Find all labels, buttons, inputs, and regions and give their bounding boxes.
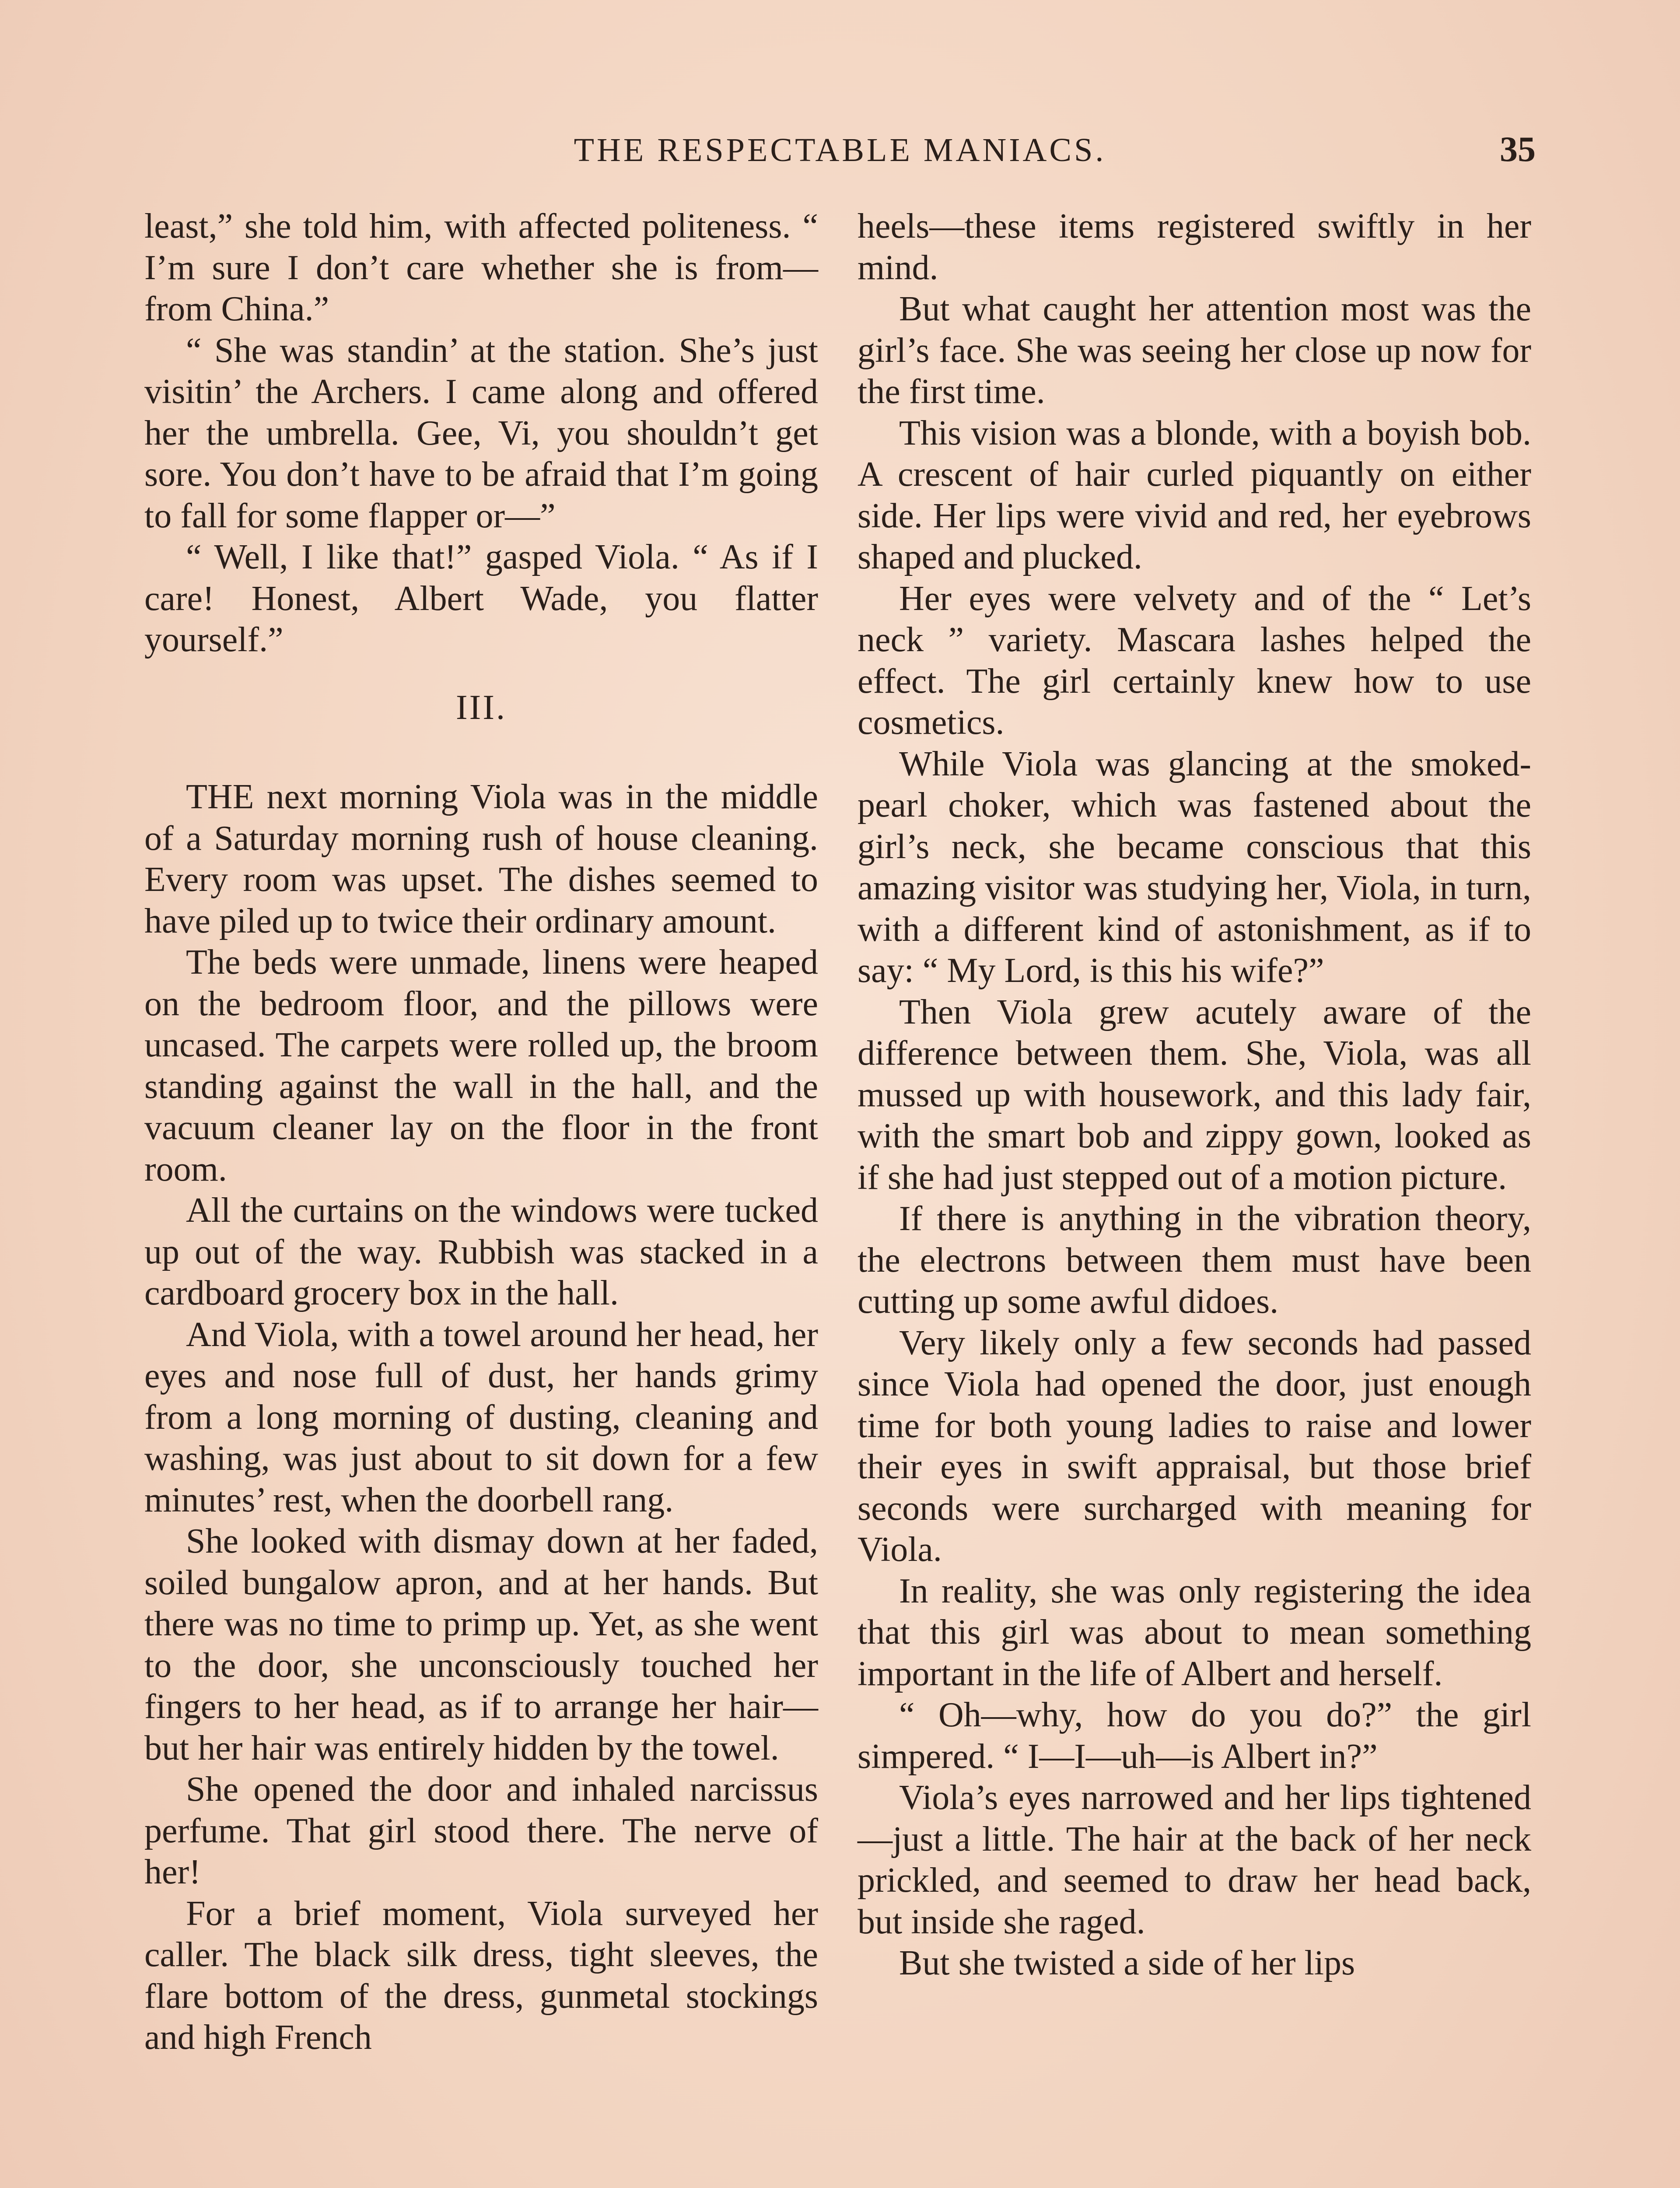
paragraph: “ Well, I like that!” gasped Viola. “ As if I care! Honest, Albert Wade, you flatter yourself.”: [144, 538, 818, 659]
paragraph: And Viola, with a towel around her head, her eyes and nose full of dust, her hands grimy from a long morning of dusting, cleaning and washing, was just about to sit down for a few minutes’ rest, when the doorbell rang.: [144, 1315, 818, 1519]
paragraph: But what caught her attention most was the girl’s face. She was seeing her close up now for the first time.: [858, 290, 1531, 411]
paragraph: Very likely only a few seconds had passed since Viola had opened the door, just enough time for both young ladies to raise and lower their eyes in swift appraisal, but those brief seconds were surcharged with meaning for Viola.: [858, 1323, 1531, 1569]
paragraph: This vision was a blonde, with a boyish bob. A crescent of hair curled piquantly on either side. Her lips were vivid and red, her eyebrows shaped and plucked.: [858, 414, 1531, 576]
page-number: 35: [1500, 129, 1536, 169]
paragraph: The beds were unmade, linens were heaped on the bedroom floor, and the pillows were uncased. The carpets were rolled up, the broom standing against the wall in the hall, and the vacuum cleaner lay on the floor in the front room.: [144, 943, 818, 1189]
paragraph: If there is anything in the vibration theory, the electrons between them must have been cutting up some awful didoes.: [858, 1199, 1531, 1321]
paragraph: Viola’s eyes narrowed and her lips tightened—just a little. The hair at the back of her neck prickled, and seemed to draw her head back, but inside she raged.: [858, 1778, 1531, 1941]
paragraph: “ She was standin’ at the station. She’s just visitin’ the Archers. I came along and offered her the umbrella. Gee, Vi, you shouldn’t get sore. You don’t have to be afraid that I’m going to fall for some flapper or—”: [144, 331, 818, 535]
right-column: [858, 206, 1531, 1984]
paragraph: But she twisted a side of her lips: [899, 1944, 1355, 1982]
paragraph: least,” she told him, with affected politeness. “ I’m sure I don’t care whether she is from—from China.”: [144, 207, 818, 328]
running-title: THE RESPECTABLE MANIACS.: [574, 132, 1106, 168]
paragraph: heels—these items registered swiftly in her mind.: [858, 207, 1531, 287]
paragraph: She opened the door and inhaled narcissus perfume. That girl stood there. The nerve of her!: [144, 1770, 818, 1891]
section-heading: III.: [456, 688, 507, 727]
paragraph: In reality, she was only registering the idea that this girl was about to mean something important in the life of Albert and herself.: [858, 1571, 1531, 1693]
paragraph: While Viola was glancing at the smoked-pearl choker, which was fastened about the girl’s neck, she became conscious that this amazing visitor was studying her, Viola, in turn, with a different kind of astonishment, as if to say: “ My Lord, is this his wife?”: [858, 744, 1531, 990]
paragraph: She looked with dismay down at her faded, soiled bungalow apron, and at her hands. But there was no time to primp up. Yet, as she went to the door, she unconsciously touched her fingers to her head, as if to arrange her hair—but her hair was entirely hidden by the towel.: [144, 1522, 818, 1767]
left-column: [144, 206, 818, 2058]
paragraph: THE next morning Viola was in the middle of a Saturday morning rush of house cleaning. Every room was upset. The dishes seemed to have piled up to twice their ordinary amount.: [144, 778, 818, 940]
paragraph: For a brief moment, Viola surveyed her caller. The black silk dress, tight sleeves, the flare bottom of the dress, gunmetal stockings and high French: [144, 1894, 818, 2057]
paragraph: Then Viola grew acutely aware of the difference between them. She, Viola, was all mussed up with housework, and this lady fair, with the smart bob and zippy gown, looked as if she had just stepped out of a motion picture.: [858, 992, 1531, 1197]
paragraph: All the curtains on the windows were tucked up out of the way. Rubbish was stacked in a cardboard grocery box in the hall.: [144, 1191, 818, 1312]
paragraph: “ Oh—why, how do you do?” the girl simpered. “ I—I—uh—is Albert in?”: [858, 1696, 1531, 1776]
paragraph: Her eyes were velvety and of the “ Let’s neck ” variety. Mascara lashes helped the effect. The girl certainly knew how to use cosmetics.: [858, 579, 1531, 742]
page-header: [144, 131, 1536, 184]
